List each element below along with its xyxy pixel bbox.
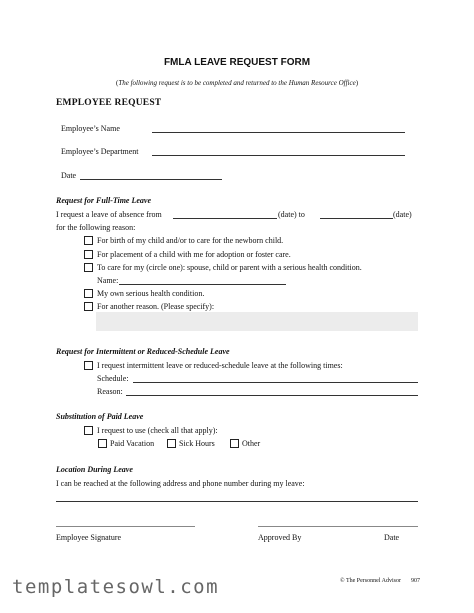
other-paid-leave-label: Other bbox=[242, 439, 261, 448]
location-field[interactable] bbox=[56, 501, 418, 502]
approval-date-label: Date bbox=[384, 533, 400, 542]
family-care-reason-label: To care for my (circle one): spouse, child or parent with a serious health condition. bbox=[97, 263, 362, 272]
family-member-name-field[interactable] bbox=[119, 284, 286, 285]
employee-name-label: Employee’s Name bbox=[61, 124, 120, 133]
intermittent-reason-field[interactable] bbox=[126, 395, 418, 396]
adoption-reason-checkbox[interactable] bbox=[84, 250, 93, 259]
sick-hours-checkbox[interactable] bbox=[167, 439, 176, 448]
employee-department-field[interactable] bbox=[152, 155, 405, 156]
employee-name-field[interactable] bbox=[152, 132, 405, 133]
location-instructions: I can be reached at the following address and phone number during my leave: bbox=[56, 479, 305, 488]
birth-reason-label: For birth of my child and/or to care for the newborn child. bbox=[97, 236, 284, 245]
family-member-name-label: Name: bbox=[97, 276, 119, 285]
approved-by-label: Approved By bbox=[258, 533, 302, 542]
paid-vacation-checkbox[interactable] bbox=[98, 439, 107, 448]
site-watermark: templatesowl.com bbox=[12, 576, 220, 598]
leave-to-date-field[interactable] bbox=[320, 218, 393, 219]
form-number: 907 bbox=[411, 578, 420, 584]
sick-hours-label: Sick Hours bbox=[179, 439, 215, 448]
birth-reason-checkbox[interactable] bbox=[84, 236, 93, 245]
paid-leave-heading: Substitution of Paid Leave bbox=[56, 412, 144, 421]
intermittent-leave-heading: Request for Intermittent or Reduced-Schedule Leave bbox=[56, 347, 230, 356]
other-reason-checkbox[interactable] bbox=[84, 302, 93, 311]
date-field[interactable] bbox=[80, 179, 222, 180]
intermittent-leave-label: I request intermittent leave or reduced-schedule leave at the following times: bbox=[97, 361, 343, 370]
leave-to-label: (date) to bbox=[278, 210, 305, 219]
date-suffix-label: (date) bbox=[393, 210, 412, 219]
employee-signature-label: Employee Signature bbox=[56, 533, 122, 542]
paid-vacation-label: Paid Vacation bbox=[110, 439, 155, 448]
full-time-leave-heading: Request for Full-Time Leave bbox=[56, 196, 152, 205]
other-paid-leave-checkbox[interactable] bbox=[230, 439, 239, 448]
approved-by-field[interactable] bbox=[258, 526, 418, 527]
schedule-field[interactable] bbox=[133, 382, 418, 383]
intermittent-reason-label: Reason: bbox=[97, 387, 123, 396]
employee-department-label: Employee’s Department bbox=[61, 147, 139, 156]
date-label: Date bbox=[61, 171, 77, 180]
location-heading: Location During Leave bbox=[56, 465, 133, 474]
reason-intro: for the following reason: bbox=[56, 223, 136, 232]
paid-leave-label: I request to use (check all that apply): bbox=[97, 426, 218, 435]
copyright-notice: © The Personnel Advisor bbox=[340, 578, 401, 584]
family-care-reason-checkbox[interactable] bbox=[84, 263, 93, 272]
employee-request-heading: EMPLOYEE REQUEST bbox=[56, 98, 162, 108]
intermittent-leave-checkbox[interactable] bbox=[84, 361, 93, 370]
other-reason-label: For another reason. (Please specify): bbox=[97, 302, 215, 311]
employee-signature-field[interactable] bbox=[56, 526, 195, 527]
form-title: FMLA LEAVE REQUEST FORM bbox=[163, 57, 311, 68]
own-health-reason-label: My own serious health condition. bbox=[97, 289, 205, 298]
adoption-reason-label: For placement of a child with me for adoption or foster care. bbox=[97, 250, 291, 259]
paid-leave-checkbox[interactable] bbox=[84, 426, 93, 435]
schedule-label: Schedule: bbox=[97, 374, 129, 383]
leave-from-label: I request a leave of absence from bbox=[56, 210, 162, 219]
own-health-reason-checkbox[interactable] bbox=[84, 289, 93, 298]
form-subtitle: (The following request is to be completed and returned to the Human Resource Office) bbox=[115, 79, 359, 87]
leave-from-date-field[interactable] bbox=[173, 218, 277, 219]
other-reason-specify-field[interactable] bbox=[96, 312, 418, 331]
